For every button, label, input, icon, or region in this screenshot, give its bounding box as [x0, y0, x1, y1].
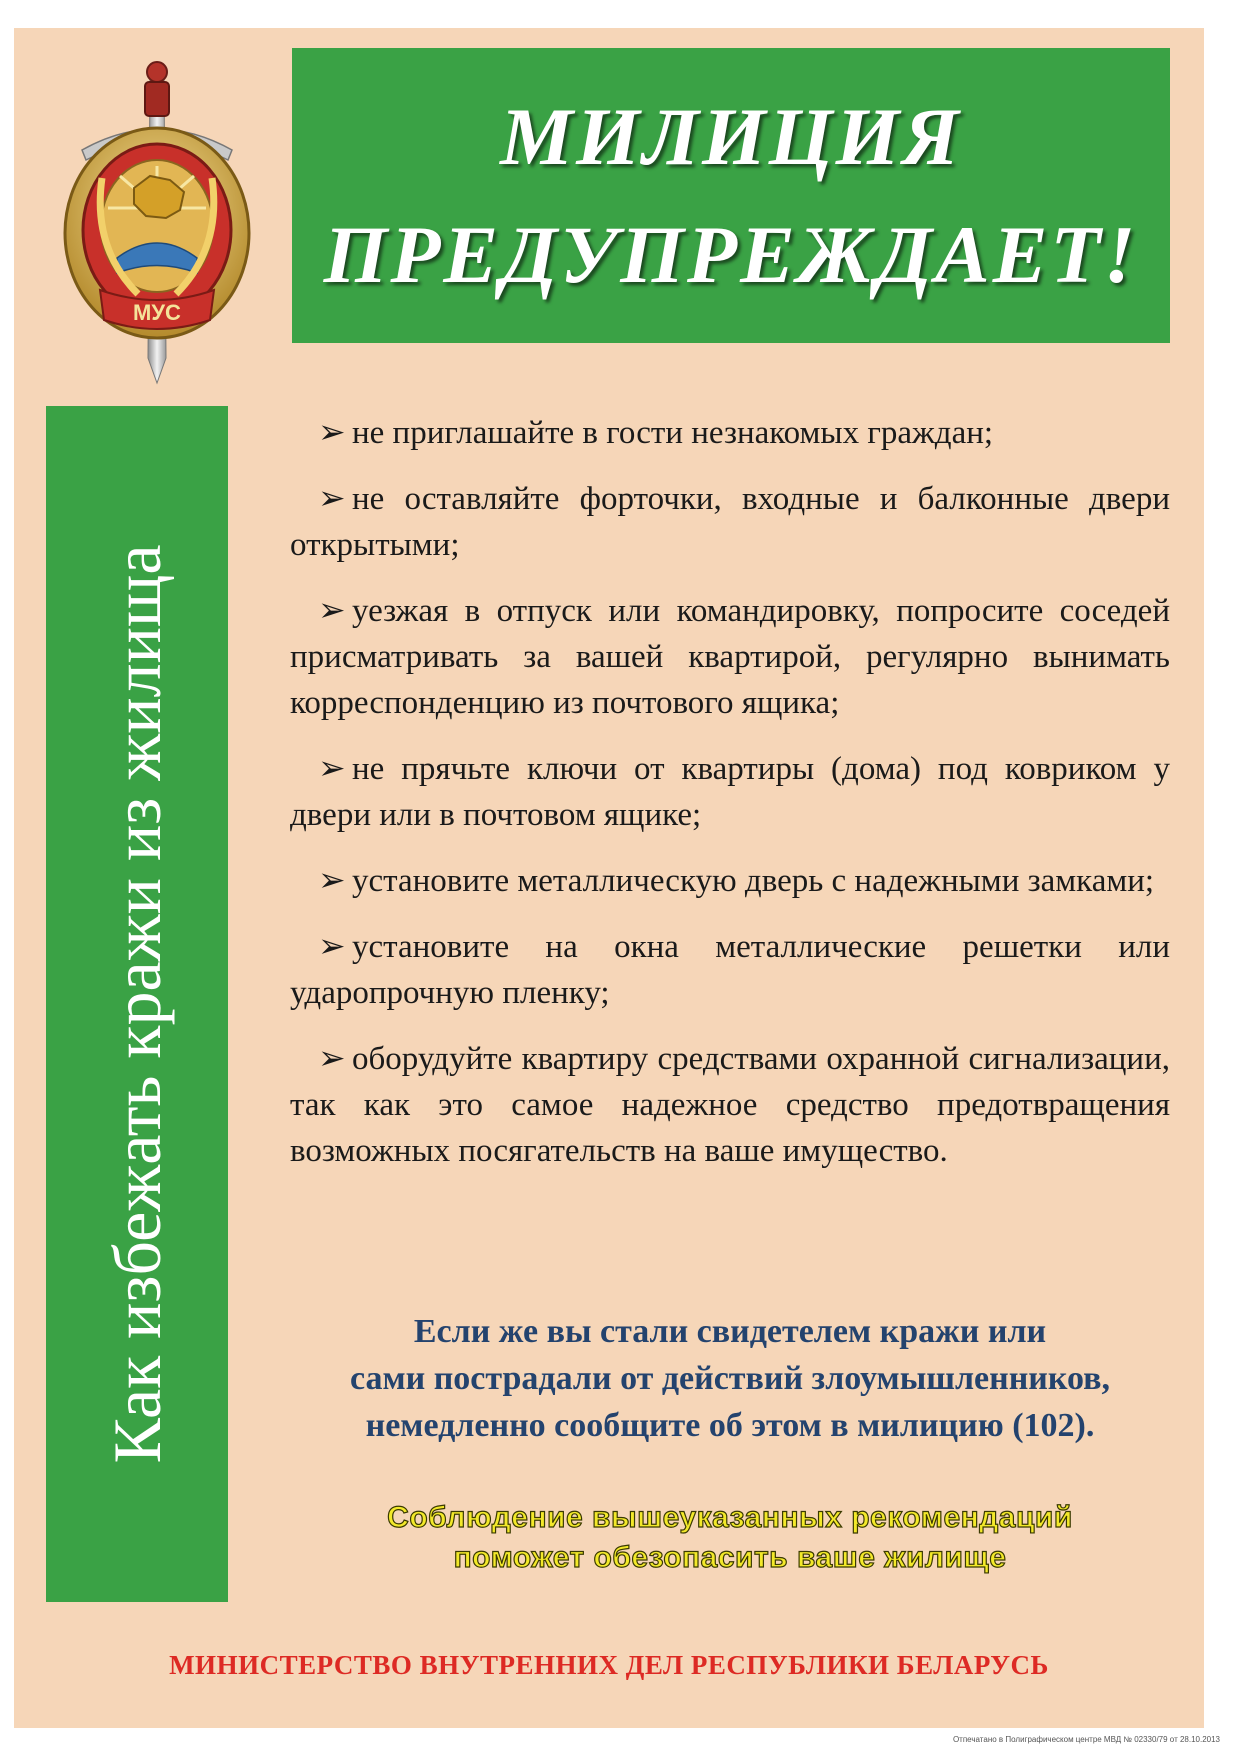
- tip-text: установите на окна металлические решетки или ударопрочную пленку;: [290, 929, 1170, 1011]
- arrow-bullet-icon: ➢: [318, 1041, 346, 1077]
- emblem-badge-text: МУС: [133, 300, 181, 325]
- header-line-2: ПРЕДУПРЕЖДАЕТ!: [323, 208, 1139, 300]
- tip-text: уезжая в отпуск или командировку, попросите соседей присматривать за вашей квартирой, регулярно вынимать корреспонденцию из почтового ящика;: [290, 593, 1170, 721]
- tips-list: [290, 410, 1170, 1194]
- poster: [14, 28, 1204, 1728]
- tip-text: не приглашайте в гости незнакомых граждан;: [352, 415, 994, 451]
- header-banner: [292, 48, 1170, 343]
- tip-item: [290, 924, 1170, 1016]
- tip-item: [290, 588, 1170, 726]
- alert-line-2: сами пострадали от действий злоумышленников,: [349, 1360, 1111, 1397]
- arrow-bullet-icon: ➢: [318, 481, 346, 517]
- arrow-bullet-icon: ➢: [318, 593, 346, 629]
- tip-text: не оставляйте форточки, входные и балконные двери открытыми;: [290, 481, 1170, 563]
- header-line-1: МИЛИЦИЯ: [500, 90, 962, 182]
- conclusion-line-1: Соблюдение вышеуказанных рекомендаций: [387, 1501, 1073, 1534]
- ministry-name: МИНИСТЕРСТВО ВНУТРЕННИХ ДЕЛ РЕСПУБЛИКИ БЕЛАРУСЬ: [169, 1650, 1049, 1680]
- alert-line-1: Если же вы стали свидетелем кражи или: [413, 1313, 1047, 1350]
- alert-line-3: немедленно сообщите об этом в милицию (102).: [365, 1407, 1095, 1444]
- arrow-bullet-icon: ➢: [318, 863, 346, 899]
- arrow-bullet-icon: ➢: [318, 929, 346, 965]
- tip-item: [290, 476, 1170, 568]
- tip-item: [290, 858, 1170, 904]
- sidebar-banner: [46, 406, 228, 1602]
- arrow-bullet-icon: ➢: [318, 751, 346, 787]
- tip-item: [290, 746, 1170, 838]
- conclusion-line-2: поможет обезопасить ваше жилище: [453, 1541, 1007, 1574]
- tip-item: [290, 410, 1170, 456]
- conclusion-message: [290, 1498, 1170, 1578]
- tip-item: [290, 1036, 1170, 1174]
- print-imprint: Отпечатано в Полиграфическом центре МВД № 02330/79 от 28.10.2013: [952, 1735, 1220, 1744]
- tip-text: не прячьте ключи от квартиры (дома) под ковриком у двери или в почтовом ящике;: [290, 751, 1170, 833]
- sidebar-title: Как избежать кражи из жилища: [99, 544, 175, 1464]
- alert-message: [290, 1308, 1170, 1449]
- tip-text: оборудуйте квартиру средствами охранной сигнализации, так как это самое надежное средство предотвращения возможных посягательств на ваше имущество.: [290, 1041, 1170, 1169]
- arrow-bullet-icon: ➢: [318, 415, 346, 451]
- tip-text: установите металлическую дверь с надежными замками;: [352, 863, 1155, 899]
- militia-emblem: [42, 58, 272, 388]
